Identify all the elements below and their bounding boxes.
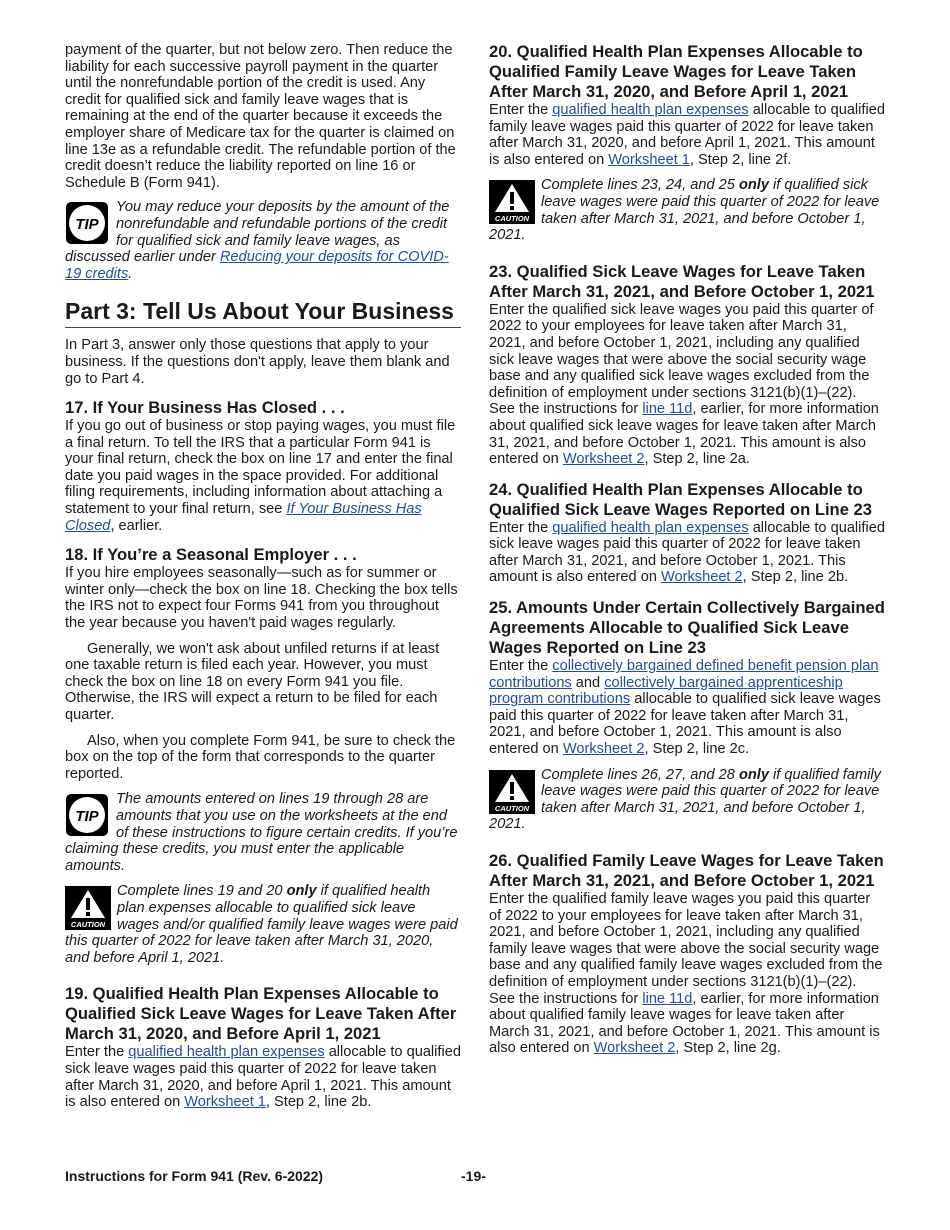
tip-icon <box>65 793 109 837</box>
tip-icon-label: TIP <box>75 808 99 826</box>
caution-icon-label: CAUTION <box>70 920 106 930</box>
section-20-text: Enter the qualified health plan expenses allocable to qualified family leave wages paid this quarter of 2022 for leave taken after March 31, 2020, and before April 1, 2021. This amount is also entered on Worksheet 1, Step 2, line 2f. <box>489 102 885 168</box>
part3-heading: Part 3: Tell Us About Your Business <box>65 298 461 328</box>
section-25-text: Enter the collectively bargained defined benefit pension plan contributions and collectively bargained apprenticeship program contributions allocable to qualified sick leave wages paid this quarter of 2022 for leave taken after March 31, 2021, and before October 1, 2021. This amount is also entered on Worksheet 2, Step 2, line 2c. <box>489 658 881 758</box>
section-17-text: If you go out of business or stop paying wages, you must file a final return. To tell the IRS that a particular Form 941 is your final return, check the box on line 17 and enter the final date you paid wages in the space provided. For additional filing requirements, including information about attaching a statement to your final return, see If Your Business Has Closed, earlier. <box>65 418 456 534</box>
section-23-text: Enter the qualified sick leave wages you paid this quarter of 2022 to your employees for leave taken after March 31, 2021, and before October 1, 2021, including any qualified sick leave wages that were above the social security wage base and any qualified sick leave wages excluded from the definition of employment under sections 3121(b)(1)–(22). See the instructions for line 11d, earlier, for more information about qualified sick leave wages for leave taken after March 31, 2021, and before October 1, 2021. This amount is also entered on Worksheet 2, Step 2, line 2a. <box>489 301 879 468</box>
apprenticeship-link[interactable]: collectively bargained apprenticeship program contributions <box>489 674 843 708</box>
worksheet-1-link[interactable]: Worksheet 1 <box>608 151 690 168</box>
worksheet-2-link[interactable]: Worksheet 2 <box>593 1040 676 1057</box>
caution-icon-label: CAUTION <box>494 214 530 224</box>
reducing-deposits-link[interactable]: Reducing your deposits for COVID-19 credits <box>65 249 449 282</box>
caution-notice: CAUTION Complete lines 19 and 20 only if qualified health plan expenses allocable to qualified sick leave wages and/or qualified family leave wages were paid this quarter of 2022 for leave taken after March 31, 2020, and before April 1, 2021. <box>65 883 458 966</box>
footer-title: Instructions for Form 941 (Rev. 6-2022) <box>65 1168 324 1184</box>
section-24-title: 24. Qualified Health Plan Expenses Allocable to Qualified Sick Leave Wages Reported on Line 23 <box>489 479 872 519</box>
worksheet-1-link[interactable]: Worksheet 1 <box>184 1094 266 1111</box>
qualified-health-plan-link[interactable]: qualified health plan expenses <box>552 102 749 118</box>
section-18-para2: Generally, we won't ask about unfiled returns if at least one taxable return is filed each year. However, you must check the box on line 18 on every Form 941 you file. Otherwise, the IRS will expect a return to be filed for each quarter. <box>65 640 440 723</box>
pension-plan-link[interactable]: collectively bargained defined benefit pension plan contributions <box>489 658 879 691</box>
caution-notice: CAUTION Complete lines 26, 27, and 28 only if qualified family leave wages were paid this quarter of 2022 for leave taken after March 31, 2021, and before October 1, 2021. <box>489 766 881 833</box>
business-closed-link[interactable]: If Your Business Has Closed <box>65 501 422 534</box>
worksheet-2-link[interactable]: Worksheet 2 <box>562 741 645 758</box>
qualified-health-plan-link[interactable]: qualified health plan expenses <box>552 519 749 536</box>
tip-notice: TIP You may reduce your deposits by the amount of the nonrefundable and refundable portions of the credit for qualified sick and family leave wages, as discussed earlier under Reducing your deposits for COVID-19 credits. <box>65 199 450 282</box>
section-20-title: 20. Qualified Health Plan Expenses Allocable to Qualified Family Leave Wages for Leave Taken After March 31, 2020, and Before April 1, 2021 <box>489 42 863 101</box>
section-25-title: 25. Amounts Under Certain Collectively Bargained Agreements Allocable to Qualified Sick Leave Wages Reported on Line 23 <box>489 598 885 658</box>
page-footer <box>65 1168 885 1184</box>
section-18-title: 18. If You’re a Seasonal Employer . . . <box>65 545 357 565</box>
right-column <box>489 42 885 1057</box>
caution-icon <box>489 770 535 814</box>
line-11d-link[interactable]: line 11d <box>642 990 693 1007</box>
section-17-title: 17. If Your Business Has Closed . . . <box>65 398 345 418</box>
worksheet-2-link[interactable]: Worksheet 2 <box>562 451 645 468</box>
caution-icon <box>489 180 535 224</box>
section-24-text: Enter the qualified health plan expenses allocable to qualified sick leave wages paid this quarter of 2022 for leave taken after March 31, 2021, and before October 1, 2021. This amount is also entered on Worksheet 2, Step 2, line 2b. <box>489 519 885 586</box>
continued-paragraph: payment of the quarter, but not below zero. Then reduce the liability for each successive payroll payment in the quarter until the nonrefundable portion of the credit is used. Any credit for qualified sick and family leave wages that is remaining at the end of the quarter because it exceeds the employer share of Medicare tax for the quarter is claimed on line 13e as a refundable credit. The refundable portion of the credit doesn’t reduce the liability reported on line 16 or Schedule B (Form 941). <box>65 42 456 191</box>
section-26-title: 26. Qualified Family Leave Wages for Leave Taken After March 31, 2021, and Before October 1, 2021 <box>489 851 884 890</box>
qualified-health-plan-link[interactable]: qualified health plan expenses <box>128 1044 325 1061</box>
tip-notice-2: TIP The amounts entered on lines 19 through 28 are amounts that you use on the worksheets at the end of these instructions to figure certain credits. If you’re claiming these credits, you must enter the applicable amounts. <box>65 791 458 874</box>
line-11d-link[interactable]: line 11d <box>642 401 693 418</box>
left-column <box>65 42 461 1111</box>
section-18-para1: If you hire employees seasonally—such as for summer or winter only—check the box on line 18. Checking the box tells the IRS not to expect four Forms 941 from you throughout the year because you haven't paid wages regularly. <box>65 565 458 632</box>
caution-icon-label: CAUTION <box>494 803 530 813</box>
section-19-title: 19. Qualified Health Plan Expenses Allocable to Qualified Sick Leave Wages for Leave Taken After March 31, 2020, and Before April 1, 2021 <box>65 984 457 1044</box>
section-23-title: 23. Qualified Sick Leave Wages for Leave Taken After March 31, 2021, and Before October 1, 2021 <box>489 261 875 301</box>
caution-notice: CAUTION Complete lines 23, 24, and 25 only if qualified sick leave wages were paid this quarter of 2022 for leave taken after March 31, 2021, and before October 1, 2021. <box>489 177 880 244</box>
section-19-text: Enter the qualified health plan expenses allocable to qualified sick leave wages paid this quarter of 2022 for leave taken after March 31, 2020, and before April 1, 2021. This amount is also entered on Worksheet 1, Step 2, line 2b. <box>65 1044 461 1111</box>
tip-icon-label: TIP <box>75 216 99 234</box>
caution-icon <box>65 886 111 930</box>
worksheet-2-link[interactable]: Worksheet 2 <box>661 569 743 586</box>
page-number: -19- <box>461 1168 486 1184</box>
section-26-text: Enter the qualified family leave wages you paid this quarter of 2022 to your employees for leave taken after March 31, 2021, and before October 1, 2021, including any qualified family leave wages that were above the social security wage base and any qualified family leave wages excluded from the definition of employment under sections 3121(b)(1)–(22). See the instructions for line 11d, earlier, for more information about qualified family leave wages for leave taken after March 31, 2021, and before October 1, 2021. This amount is also entered on Worksheet 2, Step 2, line 2g. <box>489 891 883 1057</box>
tip-icon <box>65 201 109 245</box>
part3-intro: In Part 3, answer only those questions that apply to your business. If the questions don't apply, leave them blank and go to Part 4. <box>65 337 450 387</box>
section-18-para3: Also, when you complete Form 941, be sure to check the box on the top of the form that corresponds to the quarter reported. <box>65 732 456 782</box>
